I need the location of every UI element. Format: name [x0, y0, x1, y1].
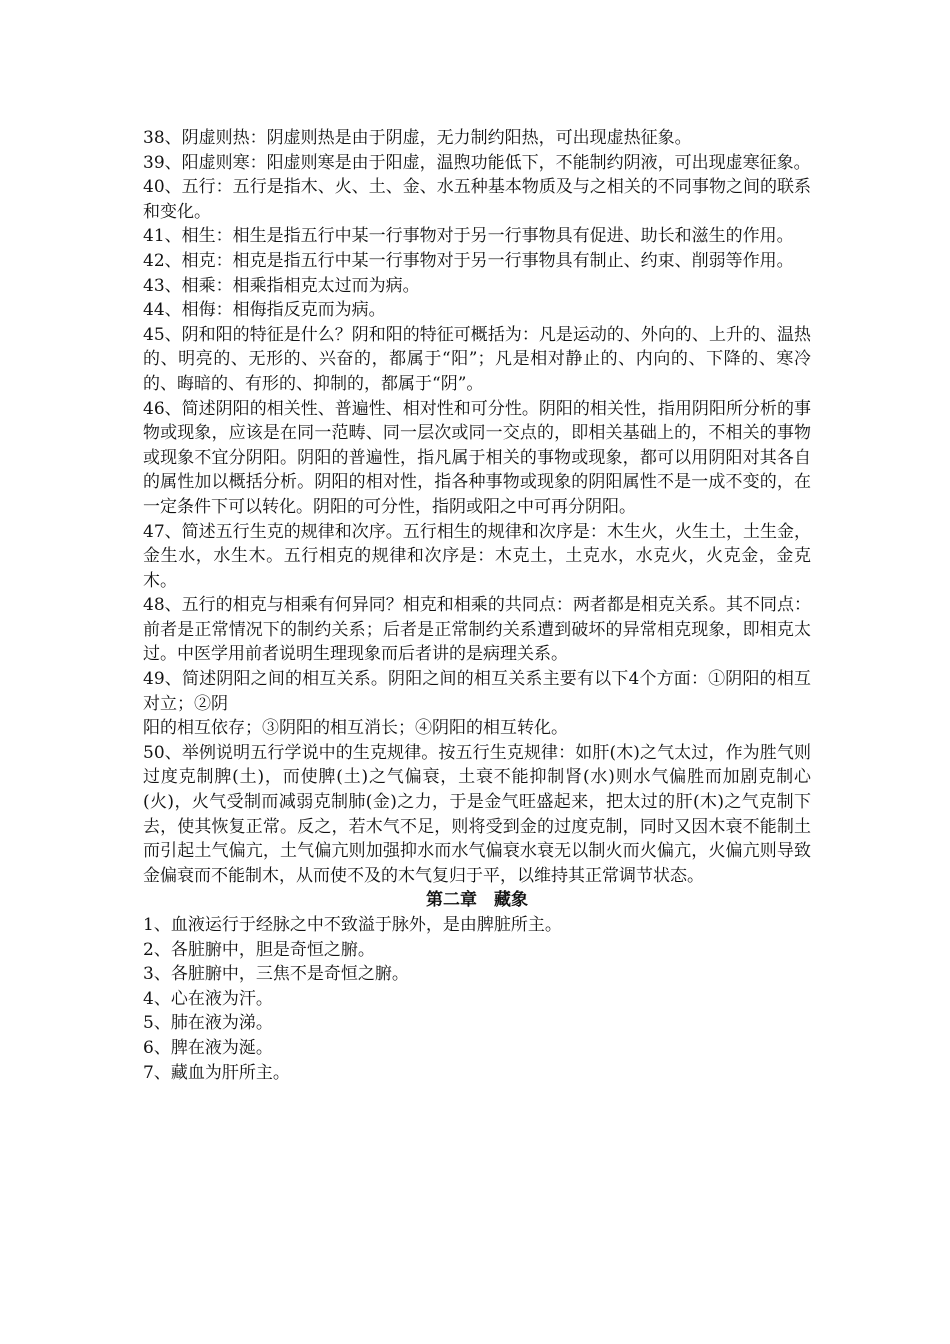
item-3: 3、各脏腑中，三焦不是奇恒之腑。	[143, 964, 409, 985]
document-page	[143, 126, 811, 1085]
paragraph-40: 40、五行：五行是指木、火、土、金、水五种基本物质及与之相关的不同事物之间的联系和变化。	[143, 177, 811, 222]
paragraph-46: 46、简述阴阳的相关性、普遍性、相对性和可分性。阴阳的相关性，指用阴阳所分析的事物或现象，应该是在同一范畴、同一层次或同一交点的，即相关基础上的，不相关的事物或现象不宜分阴阳。阴阳的普遍性，指凡属于相关的事物或现象，都可以用阴阳对其各自的属性加以概括分析。阴阳的相对性，指各种事物或现象的阴阳属性不是一成不变的，在一定条件下可以转化。阴阳的可分性，指阴或阳之中可再分阴阳。	[143, 398, 811, 517]
item-4: 4、心在液为汗。	[143, 988, 273, 1009]
item-7: 7、藏血为肝所主。	[143, 1062, 290, 1083]
paragraph-39: 39、阳虚则寒：阳虚则寒是由于阳虚，温煦功能低下，不能制约阴液，可出现虚寒征象。	[143, 152, 811, 173]
paragraph-38: 38、阴虚则热：阴虚则热是由于阴虚，无力制约阳热，可出现虚热征象。	[143, 128, 692, 148]
paragraph-45: 45、阴和阳的特征是什么？阴和阳的特征可概括为：凡是运动的、外向的、上升的、温热的、明亮的、无形的、兴奋的，都属于“阳”；凡是相对静止的、内向的、下降的、寒冷的、晦暗的、有形的、抑制的，都属于“阴”。	[143, 324, 811, 394]
paragraph-47: 47、简述五行生克的规律和次序。五行相生的规律和次序是：木生火，火生土，土生金，金生水，水生木。五行相克的规律和次序是：木克土，土克水，水克火，火克金，金克木。	[143, 521, 811, 591]
paragraph-43: 43、相乘：相乘指相克太过而为病。	[143, 275, 420, 296]
paragraph-41: 41、相生：相生是指五行中某一行事物对于另一行事物具有促进、助长和滋生的作用。	[143, 226, 794, 247]
item-1: 1、血液运行于经脉之中不致溢于脉外，是由脾脏所主。	[143, 915, 562, 935]
item-6: 6、脾在液为涎。	[143, 1037, 273, 1058]
paragraph-42: 42、相克：相克是指五行中某一行事物对于另一行事物具有制止、约束、削弱等作用。	[143, 250, 794, 271]
item-2: 2、各脏腑中，胆是奇恒之腑。	[143, 939, 375, 960]
paragraph-49-continued: 阳的相互依存；③阴阳的相互消长；④阴阳的相互转化。	[143, 718, 568, 739]
chapter-heading: 第二章 藏象	[426, 890, 528, 911]
paragraph-48: 48、五行的相克与相乘有何异同？相克和相乘的共同点：两者都是相克关系。其不同点：前者是正常情况下的制约关系；后者是正常制约关系遭到破坏的异常相克现象，即相克太过。中医学用前者说明生理现象而后者讲的是病理关系。	[143, 595, 811, 665]
item-5: 5、肺在液为涕。	[143, 1013, 273, 1034]
paragraph-50: 50、举例说明五行学说中的生克规律。按五行生克规律：如肝(木)之气太过，作为胜气则过度克制脾(土)，而使脾(土)之气偏衰，土衰不能抑制肾(水)则水气偏胜而加剧克制心(火)，火气受制而减弱克制肺(金)之力，于是金气旺盛起来，把太过的肝(木)之气克制下去，使其恢复正常。反之，若木气不足，则将受到金的过度克制，同时又因木衰不能制土而引起土气偏亢，土气偏亢则加强抑水而水气偏衰水衰无以制火而火偏亢，火偏亢则导致金偏衰而不能制木，从而使不及的木气复归于平，以维持其正常调节状态。	[143, 742, 811, 886]
paragraph-44: 44、相侮：相侮指反克而为病。	[143, 300, 386, 321]
paragraph-49: 49、简述阴阳之间的相互关系。阴阳之间的相互关系主要有以下4个方面：①阴阳的相互对立；②阴	[143, 669, 811, 714]
